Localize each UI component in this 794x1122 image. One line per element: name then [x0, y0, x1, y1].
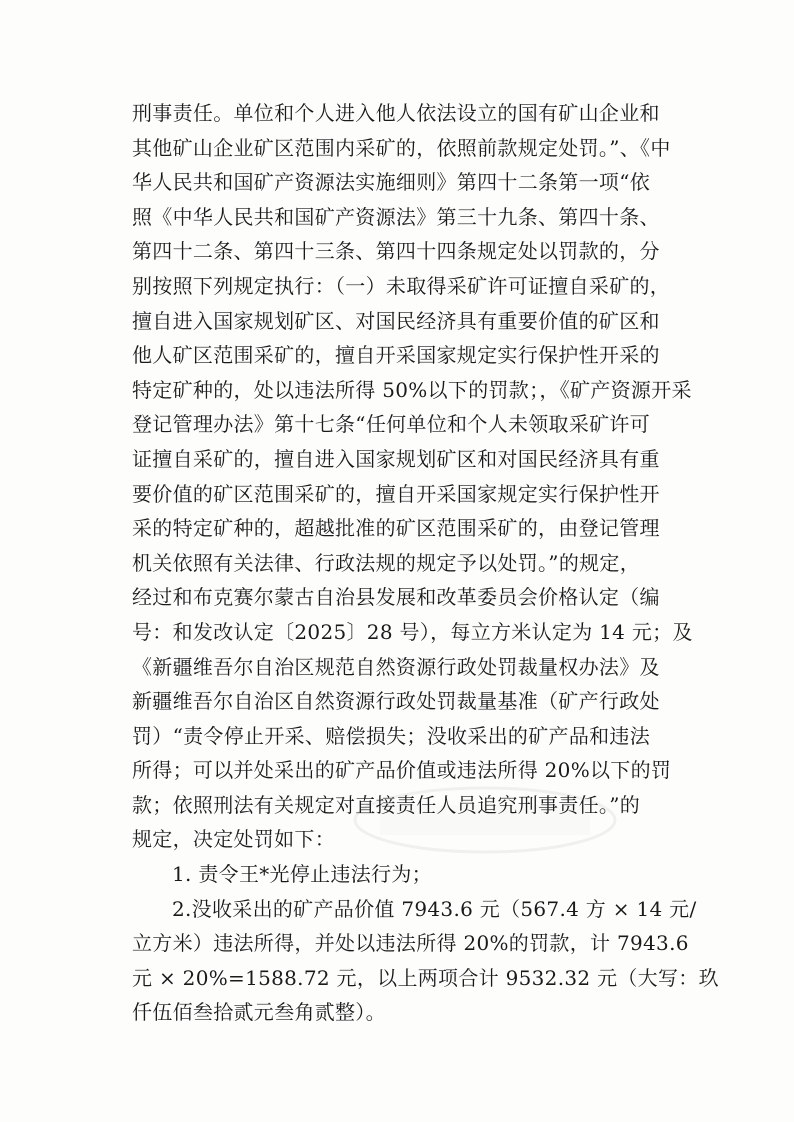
paragraph-line: 第四十二条、第四十三条、第四十四条规定处以罚款的，分 — [132, 239, 660, 264]
paragraph-line: 款；依照刑法有关规定对直接责任人员追究刑事责任。”的 — [132, 792, 641, 817]
paragraph-line: 其他矿山企业矿区范围内采矿的，依照前款规定处罚。”、《中 — [132, 135, 671, 160]
paragraph-line: 经过和布克赛尔蒙古自治县发展和改革委员会价格认定（编 — [132, 585, 660, 610]
paragraph-line: 登记管理办法》第十七条“任何单位和个人未领取采矿许可 — [132, 412, 651, 437]
paragraph-line: 刑事责任。单位和个人进入他人依法设立的国有矿山企业和 — [132, 101, 660, 125]
paragraph-line: 华人民共和国矿产资源法实施细则》第四十二条第一项“依 — [132, 170, 651, 195]
paragraph-line: 他人矿区范围采矿的，擅自开采国家规定实行保护性开采的 — [132, 343, 660, 368]
paragraph-line: 证擅自采矿的，擅自进入国家规划矿区和对国民经济具有重 — [132, 446, 660, 471]
paragraph-line: 照《中华人民共和国矿产资源法》第三十九条、第四十条、 — [132, 204, 660, 229]
penalty-item-2-line: 仟伍佰叁拾贰元叁角贰整）。 — [132, 1000, 386, 1025]
paragraph-line: 采的特定矿种的，超越批准的矿区范围采矿的，由登记管理 — [132, 516, 660, 541]
penalty-item-2-line: 立方米）违法所得，并处以违法所得 20%的罚款，计 7943.6 — [132, 931, 689, 956]
paragraph-line: 规定，决定处罚如下： — [132, 827, 335, 852]
paragraph-line: 特定矿种的，处以违法所得 50%以下的罚款；，《矿产资源开采 — [132, 377, 692, 402]
paragraph-line: 号：和发改认定〔2025〕28 号），每立方米认定为 14 元；及 — [132, 619, 693, 644]
paragraph-line: 机关依照有关法律、行政法规的规定予以处罚。”的规定， — [132, 550, 641, 575]
penalty-item-2-line: 元 × 20%=1588.72 元，以上两项合计 9532.32 元（大写：玖 — [132, 965, 719, 990]
paragraph-line: 别按照下列规定执行：（一）未取得采矿许可证擅自采矿的， — [132, 273, 671, 298]
document-body — [132, 96, 719, 1030]
paragraph-line: 要价值的矿区范围采矿的，擅自开采国家规定实行保护性开 — [132, 481, 660, 506]
paragraph-line: 所得；可以并处采出的矿产品价值或违法所得 20%以下的罚 — [132, 758, 672, 783]
paragraph-line: 擅自进入国家规划矿区、对国民经济具有重要价值的矿区和 — [132, 308, 660, 333]
paragraph-line: 罚）“责令停止开采、赔偿损失；没收采出的矿产品和违法 — [132, 723, 651, 748]
penalty-item-2-line: 2.没收采出的矿产品价值 7943.6 元（567.4 方 × 14 元/ — [172, 896, 697, 921]
paragraph-line: 《新疆维吾尔自治区规范自然资源行政处罚裁量权办法》及 — [132, 654, 660, 679]
penalty-item-1: 1. 责令王*光停止违法行为； — [172, 862, 432, 887]
paragraph-line: 新疆维吾尔自治区自然资源行政处罚裁量基准（矿产行政处 — [132, 689, 660, 714]
